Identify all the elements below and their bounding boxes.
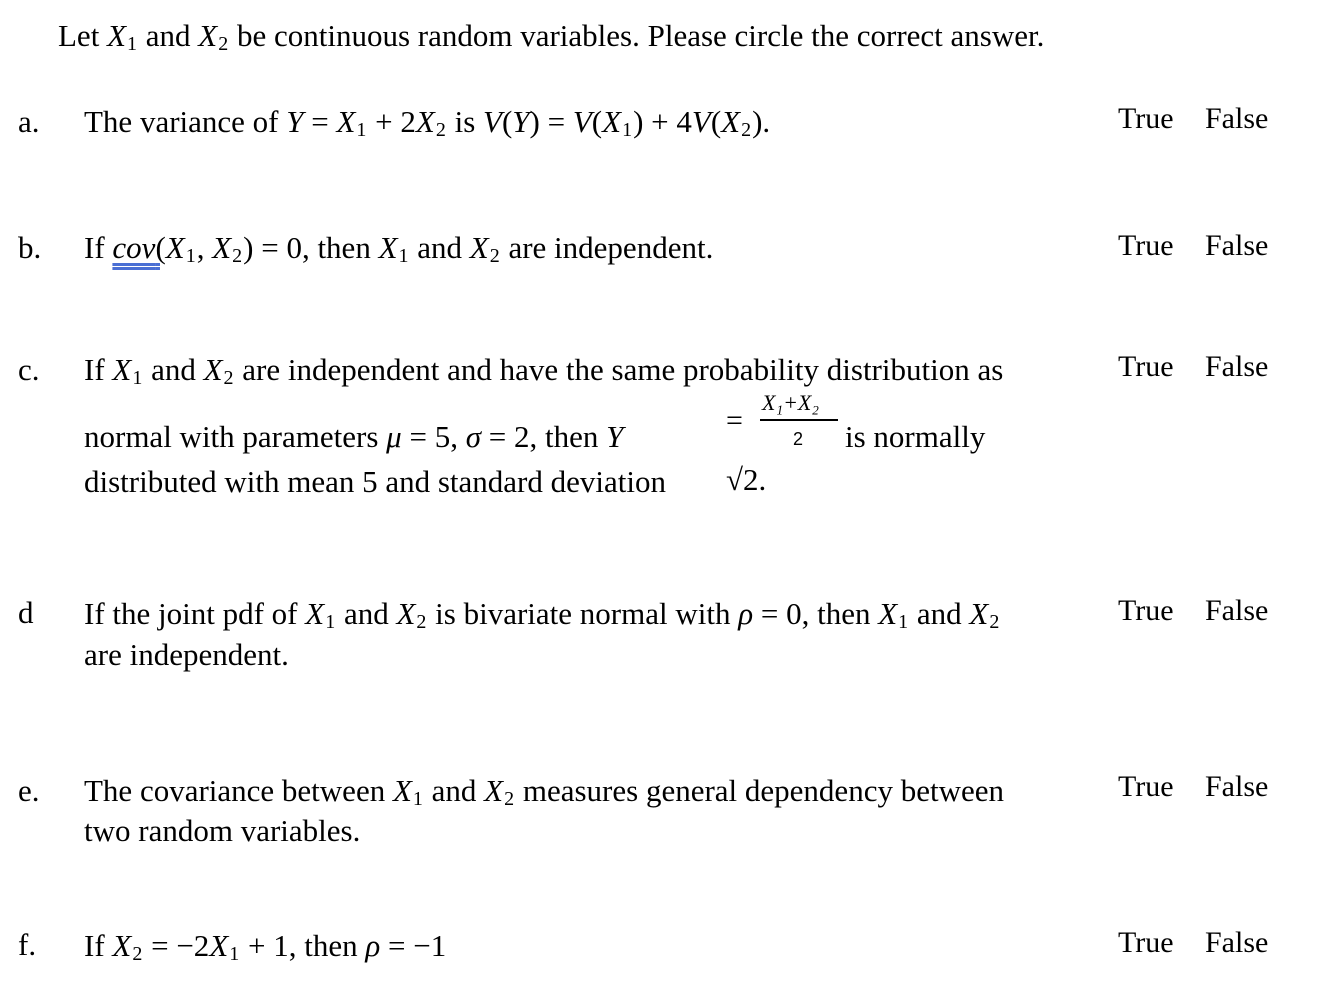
answer-false-d[interactable]: False [1205,594,1269,627]
answer-true-e[interactable]: True [1118,770,1174,803]
question-e-line1 [84,775,1004,809]
subscript: 1 [325,611,336,633]
var-x: X [484,773,504,808]
mu-symbol: μ [386,419,402,454]
question-label-d: d [18,595,34,630]
subscript: 1 [412,788,423,810]
subscript: 2 [416,611,427,633]
answer-true-c[interactable]: True [1118,350,1174,383]
question-d-line2: are independent. [84,637,289,672]
question-text: and [336,596,397,631]
answer-true-f[interactable]: True [1118,926,1174,959]
subscript: 1 [229,943,240,965]
question-text: If the joint pdf of [84,596,306,631]
answer-true-d[interactable]: True [1118,594,1174,627]
subscript: 2 [232,245,243,267]
var-v: V [572,104,592,139]
subscript: 1 [398,245,409,267]
answer-false-b[interactable]: False [1205,229,1269,262]
subscript: 1 [132,367,143,389]
rho-symbol: ρ [738,596,754,631]
var-x: X [415,104,435,139]
intro-instruction [58,20,1044,54]
var-x: X [878,596,898,631]
question-text: measures general dependency between [515,773,1004,808]
answer-false-c[interactable]: False [1205,350,1269,383]
var-x: X [721,104,741,139]
sigma-symbol: σ [465,419,481,454]
var-x: X [112,352,132,387]
var-x: X [212,230,232,265]
question-f-text [84,930,446,964]
intro-text: Let [58,18,108,53]
var-x: X [602,104,622,139]
var-x: X [378,230,398,265]
question-text: are independent. [500,230,714,265]
sqrt-two: √2. [726,462,767,497]
question-label-a: a. [18,104,40,139]
question-text: and [143,352,204,387]
question-text: ) = 0, then [243,230,379,265]
question-text: = 5, [401,419,466,454]
subscript: 2 [132,943,143,965]
var-y: Y [286,104,304,139]
cov-function: cov [112,230,156,265]
fraction-denominator: 2 [793,429,804,449]
var-x: X [209,928,229,963]
var-v: V [483,104,502,139]
question-text: The variance of [84,104,287,139]
var-x: X [107,18,126,53]
intro-text: be continuous random variables. Please circle the correct answer. [229,18,1045,53]
subscript: 2 [989,611,1000,633]
question-label-b: b. [18,230,42,265]
question-c-line2 [84,421,623,452]
question-label-c: c. [18,352,40,387]
var-v: V [691,104,711,139]
question-a-text [84,106,770,140]
question-c-line2-end: is normally [845,419,986,454]
question-text: normal with parameters [84,419,387,454]
question-text: is bivariate normal with [427,596,739,631]
question-text: ( [710,104,722,139]
subscript: 1 [898,611,909,633]
var-x: X [392,773,412,808]
question-text: , [196,230,213,265]
answer-true-b[interactable]: True [1118,229,1174,262]
question-d-line1 [84,598,1000,632]
equals-sign: = [726,404,743,437]
var-x: X [336,104,356,139]
var-x: X [112,928,132,963]
question-e-line2: two random variables. [84,813,361,848]
question-text: + 2 [367,104,416,139]
question-text: are independent and have the same probability distribution as [234,352,1004,387]
subscript: 2 [218,33,229,55]
question-text: ) = [529,104,573,139]
question-text: = 0, then [753,596,879,631]
var-x: X [203,352,223,387]
question-text: = −2 [143,928,210,963]
rho-symbol: ρ [365,928,381,963]
question-text: If [84,230,113,265]
intro-text: and [138,18,199,53]
question-text: ). [752,104,771,139]
question-label-f: f. [18,927,37,962]
subscript: 2 [223,367,234,389]
subscript: 2 [435,119,446,141]
question-text: = −1 [380,928,447,963]
question-c-line3: distributed with mean 5 and standard deviation [84,464,666,499]
answer-true-a[interactable]: True [1118,102,1174,135]
subscript: 2 [741,119,752,141]
question-text: If [84,928,113,963]
question-text: + 1, then [240,928,366,963]
var-x: X [396,596,416,631]
var-y: Y [606,419,624,454]
subscript: 1 [356,119,367,141]
question-text: = 2, then [481,419,607,454]
subscript: 1 [127,33,137,55]
var-x: X [198,18,218,53]
question-text: and [909,596,970,631]
question-text: and [423,773,485,808]
subscript: 1 [185,245,196,267]
subscript: 2 [504,788,515,810]
question-label-e: e. [18,773,40,808]
fraction-numerator: X₁+X₂ [762,390,820,415]
question-text: The covariance between [84,773,393,808]
var-y: Y [512,104,530,139]
subscript: 2 [489,245,500,267]
answer-false-a[interactable]: False [1205,102,1269,135]
question-text: = [303,104,337,139]
question-text: and [409,230,470,265]
question-text: ( [501,104,513,139]
var-x: X [969,596,989,631]
answer-false-f[interactable]: False [1205,926,1269,959]
var-x: X [469,230,489,265]
var-x: X [305,596,325,631]
cov-expression [112,230,165,265]
question-b-text [84,232,713,266]
var-x: X [165,230,185,265]
question-text: If [84,352,113,387]
question-text: ( [155,230,166,265]
subscript: 1 [622,119,633,141]
question-text: ( [591,104,603,139]
question-text: is [446,104,484,139]
fraction-bar [760,419,838,421]
question-c-line1 [84,354,1003,388]
answer-false-e[interactable]: False [1205,770,1269,803]
question-text: ) + 4 [633,104,692,139]
